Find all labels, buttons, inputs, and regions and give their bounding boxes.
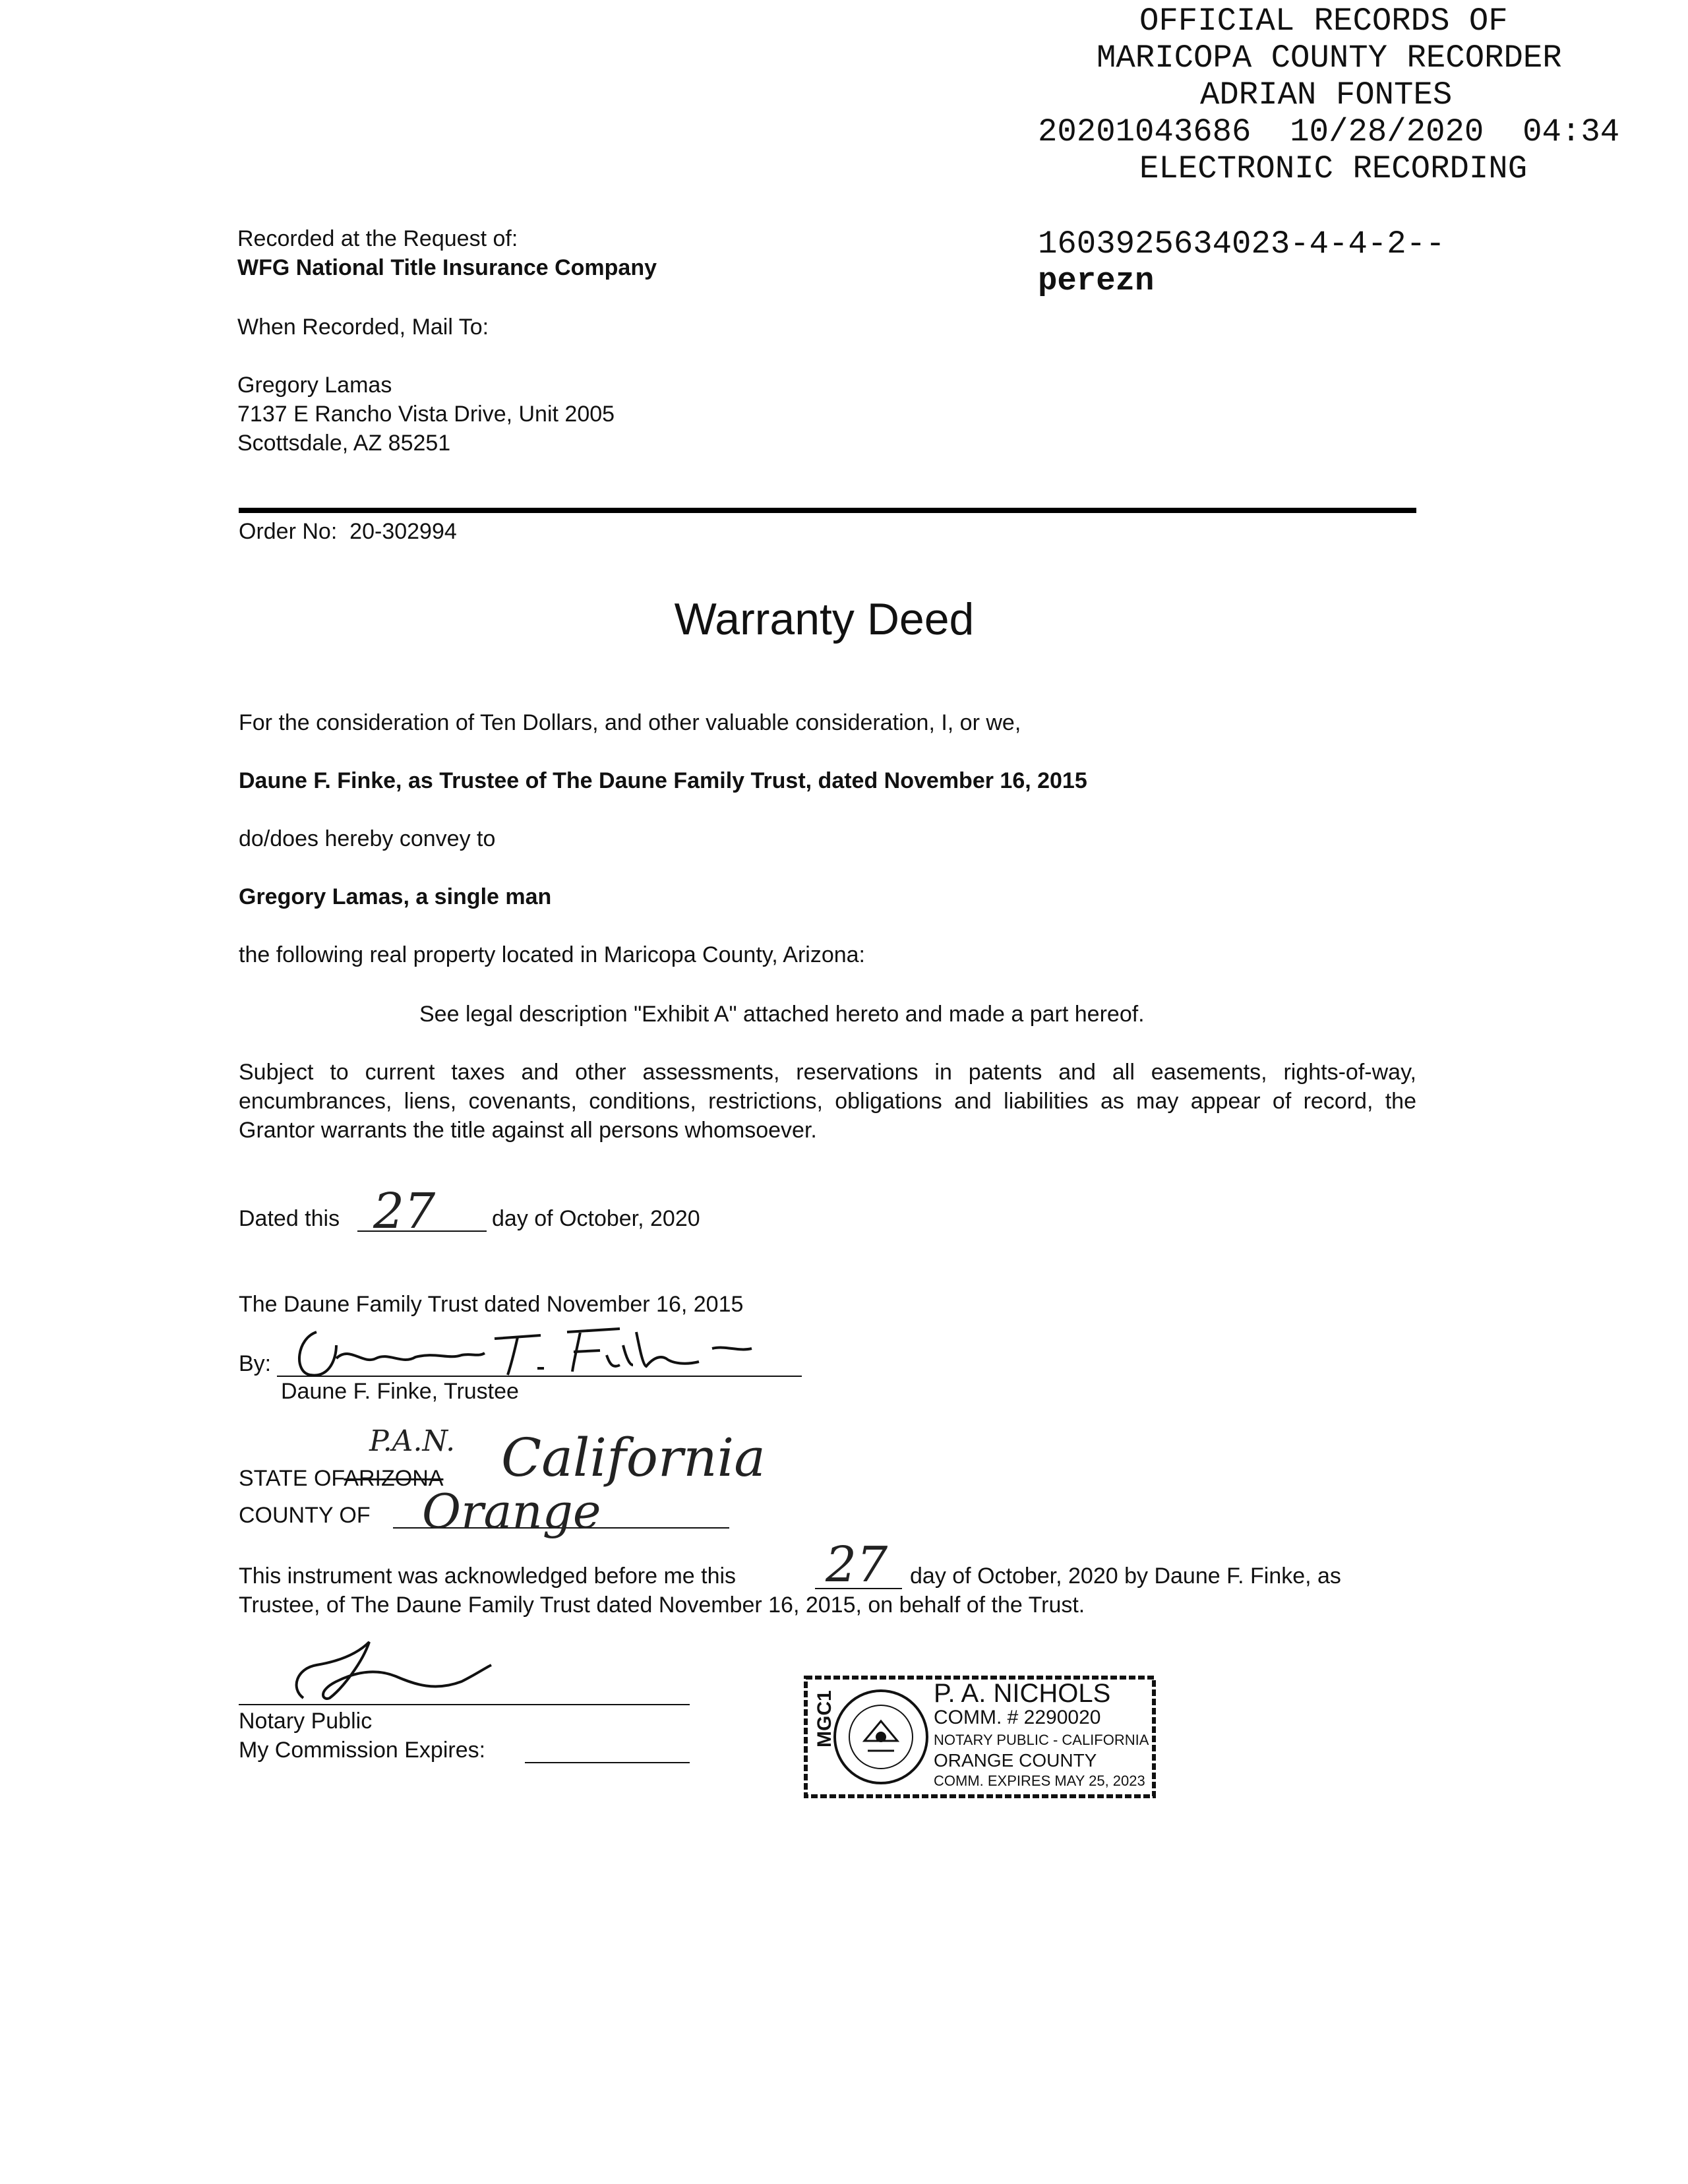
- mail-to-label: When Recorded, Mail To:: [237, 315, 489, 340]
- dated-prefix: Dated this: [239, 1206, 340, 1231]
- recorder-line-1: OFFICIAL RECORDS OF: [1139, 3, 1508, 40]
- notary-public-label: Notary Public: [239, 1709, 373, 1734]
- mail-to-address-2: Scottsdale, AZ 85251: [237, 431, 451, 456]
- acknowledgment-prefix: This instrument was acknowledged before me this: [239, 1563, 737, 1589]
- stamp-notary-state: NOTARY PUBLIC - CALIFORNIA: [934, 1732, 1149, 1748]
- property-location: the following real property located in Maricopa County, Arizona:: [239, 942, 865, 967]
- recording-code: 1603925634023-4-4-2--: [1038, 226, 1445, 262]
- recording-user: perezn: [1038, 262, 1155, 299]
- subject-to-clause: Subject to current taxes and other assessments, reservations in patents and all easements, rights-of-way, encumbrances, liens, covenants, conditions, restrictions, obligations and liabilities as may appear of record, the Grantor warrants the title against all persons whomsoever.: [239, 1060, 1416, 1143]
- stamp-commission-number: COMM. # 2290020: [934, 1707, 1101, 1728]
- order-value: 20-302994: [349, 519, 457, 544]
- dated-suffix: day of October, 2020: [492, 1206, 700, 1231]
- trust-name: The Daune Family Trust dated November 16, 2015: [239, 1292, 744, 1317]
- signer-name: Daune F. Finke, Trustee: [281, 1379, 519, 1404]
- acknowledgment-suffix: day of October, 2020 by Daune F. Finke, as: [910, 1563, 1341, 1589]
- header-divider: [239, 508, 1416, 513]
- commission-expires-line: [525, 1762, 690, 1763]
- mail-to-name: Gregory Lamas: [237, 373, 392, 398]
- state-handwritten: California: [501, 1427, 766, 1488]
- legal-description-reference: See legal description "Exhibit A" attached hereto and made a part hereof.: [419, 1002, 1145, 1027]
- recorder-line-2: MARICOPA COUNTY RECORDER: [1097, 40, 1562, 76]
- notary-stamp: [802, 1668, 1158, 1807]
- trustee-signature: [290, 1319, 765, 1385]
- order-label: Order No:: [239, 519, 338, 544]
- grantee-name: Gregory Lamas, a single man: [239, 884, 552, 909]
- acknowledgment-line-2: Trustee, of The Daune Family Trust dated November 16, 2015, on behalf of the Trust.: [239, 1592, 1085, 1618]
- request-label: Recorded at the Request of:: [237, 226, 518, 251]
- dated-day-handwritten: 27: [373, 1183, 436, 1240]
- stamp-side-code: MGC1: [814, 1690, 835, 1747]
- stamp-expiration: COMM. EXPIRES MAY 25, 2023: [934, 1773, 1145, 1789]
- stamp-county: ORANGE COUNTY: [934, 1750, 1097, 1771]
- order-number: [239, 517, 457, 546]
- grantor-name: Daune F. Finke, as Trustee of The Daune Family Trust, dated November 16, 2015: [239, 768, 1087, 793]
- recording-number-date-time: 20201043686 10/28/2020 04:34: [1038, 113, 1620, 150]
- document-title: Warranty Deed: [674, 594, 975, 644]
- convey-text: do/does hereby convey to: [239, 826, 496, 851]
- notary-signature: [264, 1635, 501, 1708]
- state-struck: ARIZONA: [344, 1466, 444, 1491]
- consideration-text: For the consideration of Ten Dollars, and other valuable consideration, I, or we,: [239, 710, 1021, 735]
- recorder-line-5: ELECTRONIC RECORDING: [1139, 150, 1528, 187]
- initials-handwritten: P.A.N.: [369, 1424, 456, 1458]
- county-label: COUNTY OF: [239, 1503, 371, 1528]
- stamp-notary-name: P. A. NICHOLS: [934, 1679, 1111, 1708]
- state-label: STATE OF: [239, 1466, 344, 1491]
- mail-to-address-1: 7137 E Rancho Vista Drive, Unit 2005: [237, 402, 615, 427]
- notary-signature-line: [239, 1704, 690, 1705]
- by-label: By:: [239, 1351, 272, 1376]
- county-handwritten: Orange: [422, 1484, 601, 1539]
- recorder-line-3: ADRIAN FONTES: [1200, 76, 1453, 113]
- commission-expires-label: My Commission Expires:: [239, 1738, 486, 1763]
- state-line: [239, 1464, 443, 1493]
- acknowledgment-day-handwritten: 27: [826, 1536, 888, 1593]
- request-company: WFG National Title Insurance Company: [237, 255, 657, 280]
